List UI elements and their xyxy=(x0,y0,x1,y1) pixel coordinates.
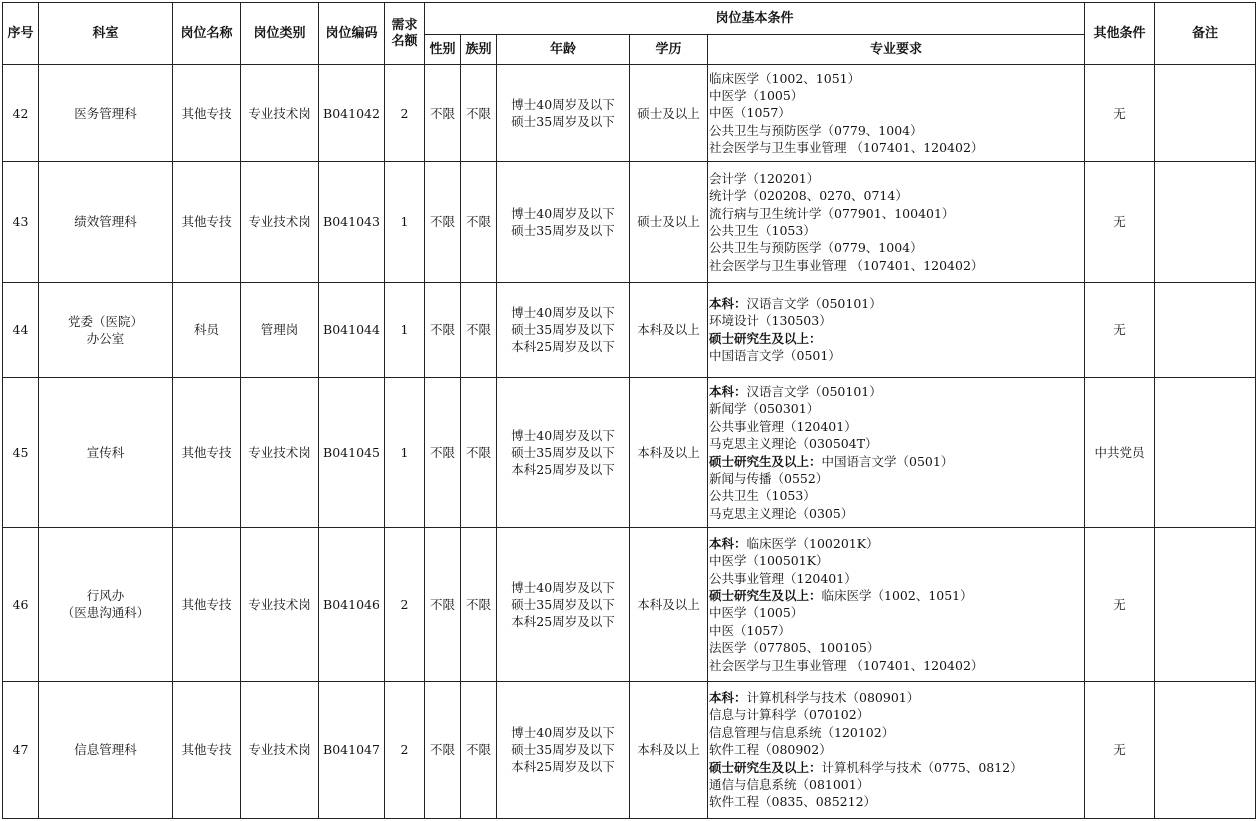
cell-remark xyxy=(1155,65,1256,162)
major-line xyxy=(709,418,1082,435)
cell-position-code: B041043 xyxy=(319,162,385,282)
age-line: 本科25周岁及以下 xyxy=(511,759,615,775)
major-text: 法医学（077805、100105） xyxy=(709,640,880,656)
cell-quota: 1 xyxy=(385,377,425,527)
age-line: 硕士35周岁及以下 xyxy=(511,222,615,238)
major-text: 社会医学与卫生事业管理 （107401、120402） xyxy=(709,657,984,673)
cell-age xyxy=(497,528,630,681)
major-label: 硕士研究生及以上： xyxy=(709,330,822,346)
major-line xyxy=(709,187,1082,204)
major-line xyxy=(709,535,1082,552)
major-line xyxy=(709,470,1082,487)
major-line xyxy=(709,706,1082,723)
major-text: 流行病与卫生统计学（077901、100401） xyxy=(709,205,955,221)
cell-ethnicity: 不限 xyxy=(461,282,497,377)
cell-remark xyxy=(1155,282,1256,377)
major-line xyxy=(709,689,1082,706)
cell-position-type: 专业技术岗 xyxy=(241,162,319,282)
age-line: 本科25周岁及以下 xyxy=(511,462,615,477)
major-text: 公共卫生（1053） xyxy=(709,488,816,504)
cell-age xyxy=(497,681,630,818)
major-line xyxy=(709,312,1082,329)
cell-position-code: B041042 xyxy=(319,65,385,162)
cell-dept xyxy=(39,377,173,527)
dept-line-2: （医患沟通科） xyxy=(61,605,150,621)
cell-position-code: B041046 xyxy=(319,528,385,681)
age-line: 博士40周岁及以下 xyxy=(511,97,615,113)
cell-dept xyxy=(39,282,173,377)
major-line xyxy=(709,622,1082,639)
cell-education: 本科及以上 xyxy=(630,377,708,527)
major-text: 马克思主义理论（0305） xyxy=(709,505,854,521)
major-text: 新闻与传播（0552） xyxy=(709,470,829,486)
cell-ethnicity: 不限 xyxy=(461,377,497,527)
cell-position-type: 专业技术岗 xyxy=(241,65,319,162)
major-text: 公共卫生与预防医学（0779、1004） xyxy=(709,240,923,256)
cell-ethnicity: 不限 xyxy=(461,162,497,282)
header-dept: 科室 xyxy=(39,3,173,65)
major-line xyxy=(709,741,1082,758)
major-line xyxy=(709,435,1082,452)
age-line: 博士40周岁及以下 xyxy=(511,305,615,321)
major-line xyxy=(709,222,1082,239)
cell-age xyxy=(497,162,630,282)
cell-education: 硕士及以上 xyxy=(630,65,708,162)
cell-gender: 不限 xyxy=(425,528,461,681)
cell-position-name: 其他专技 xyxy=(173,681,241,818)
cell-quota: 2 xyxy=(385,528,425,681)
dept-line-1: 绩效管理科 xyxy=(74,214,137,230)
cell-remark xyxy=(1155,377,1256,527)
major-text: 汉语言文学（050101） xyxy=(746,383,882,399)
cell-major xyxy=(708,162,1085,282)
header-major: 专业要求 xyxy=(708,35,1085,65)
cell-seq: 45 xyxy=(3,377,39,527)
major-line xyxy=(709,139,1082,156)
cell-major xyxy=(708,528,1085,681)
major-text: 信息与计算科学（070102） xyxy=(709,707,870,723)
header-position-name: 岗位名称 xyxy=(173,3,241,65)
header-basic-conditions: 岗位基本条件 xyxy=(425,3,1085,35)
table-row xyxy=(3,282,1256,377)
major-line xyxy=(709,104,1082,121)
major-line xyxy=(709,87,1082,104)
major-line xyxy=(709,70,1082,87)
cell-seq: 47 xyxy=(3,681,39,818)
major-text: 公共卫生（1053） xyxy=(709,222,816,238)
cell-dept xyxy=(39,65,173,162)
major-line xyxy=(709,776,1082,793)
cell-age xyxy=(497,65,630,162)
dept-line-1: 信息管理科 xyxy=(74,742,137,758)
major-line xyxy=(709,453,1082,470)
major-text: 中医学（1005） xyxy=(709,88,804,104)
age-line: 本科25周岁及以下 xyxy=(511,339,615,355)
cell-remark xyxy=(1155,681,1256,818)
cell-position-type: 专业技术岗 xyxy=(241,528,319,681)
major-text: 公共事业管理（120401） xyxy=(709,418,857,434)
major-line xyxy=(709,487,1082,504)
cell-position-type: 管理岗 xyxy=(241,282,319,377)
major-text: 临床医学（1002、1051） xyxy=(821,588,973,603)
cell-major xyxy=(708,65,1085,162)
table-row xyxy=(3,681,1256,818)
cell-education: 本科及以上 xyxy=(630,681,708,818)
major-text: 汉语言文学（050101） xyxy=(746,295,882,311)
major-line xyxy=(709,759,1082,776)
major-line xyxy=(709,639,1082,656)
header-education: 学历 xyxy=(630,35,708,65)
cell-other: 无 xyxy=(1085,528,1155,681)
cell-dept xyxy=(39,528,173,681)
major-line xyxy=(709,122,1082,139)
header-gender: 性别 xyxy=(425,35,461,65)
cell-dept xyxy=(39,162,173,282)
age-line: 博士40周岁及以下 xyxy=(511,205,615,221)
age-line: 博士40周岁及以下 xyxy=(511,579,615,595)
dept-line-1: 行风办 xyxy=(86,588,125,604)
major-line xyxy=(709,239,1082,256)
major-text: 环境设计（130503） xyxy=(709,313,832,329)
major-text: 计算机科学与技术（0775、0812） xyxy=(821,759,1023,775)
dept-line-1: 党委（医院） xyxy=(67,313,143,329)
major-text: 会计学（120201） xyxy=(709,170,820,186)
header-remark: 备注 xyxy=(1155,3,1256,65)
age-line: 硕士35周岁及以下 xyxy=(511,596,615,612)
major-text: 中医学（100501K） xyxy=(709,553,829,569)
age-line: 硕士35周岁及以下 xyxy=(511,114,615,130)
major-text: 信息管理与信息系统（120102） xyxy=(709,724,895,740)
major-line xyxy=(709,587,1082,604)
major-text: 中医（1057） xyxy=(709,105,791,121)
major-text: 新闻学（050301） xyxy=(709,401,820,417)
cell-position-name: 其他专技 xyxy=(173,528,241,681)
cell-ethnicity: 不限 xyxy=(461,681,497,818)
major-line xyxy=(709,505,1082,522)
cell-quota: 1 xyxy=(385,282,425,377)
cell-other: 无 xyxy=(1085,282,1155,377)
cell-quota: 2 xyxy=(385,681,425,818)
major-text: 社会医学与卫生事业管理 （107401、120402） xyxy=(709,257,984,273)
major-text: 计算机科学与技术（080901） xyxy=(746,689,920,705)
cell-education: 本科及以上 xyxy=(630,282,708,377)
major-text: 社会医学与卫生事业管理 （107401、120402） xyxy=(709,140,984,156)
major-line xyxy=(709,552,1082,569)
major-text: 公共卫生与预防医学（0779、1004） xyxy=(709,122,923,138)
cell-position-name: 科员 xyxy=(173,282,241,377)
dept-line-1: 宣传科 xyxy=(86,445,125,460)
cell-major xyxy=(708,377,1085,527)
major-line xyxy=(709,330,1082,347)
cell-gender: 不限 xyxy=(425,377,461,527)
age-line: 博士40周岁及以下 xyxy=(511,725,615,741)
cell-other: 中共党员 xyxy=(1085,377,1155,527)
cell-position-name: 其他专技 xyxy=(173,65,241,162)
cell-other: 无 xyxy=(1085,162,1155,282)
cell-position-name: 其他专技 xyxy=(173,377,241,527)
table-row xyxy=(3,377,1256,527)
header-ethnicity: 族别 xyxy=(461,35,497,65)
cell-other: 无 xyxy=(1085,65,1155,162)
major-text: 软件工程（080902） xyxy=(709,742,832,758)
age-line: 硕士35周岁及以下 xyxy=(511,742,615,758)
major-line xyxy=(709,570,1082,587)
major-label: 本科： xyxy=(709,689,747,705)
major-line xyxy=(709,205,1082,222)
cell-education: 本科及以上 xyxy=(630,528,708,681)
cell-seq: 46 xyxy=(3,528,39,681)
header-position-type: 岗位类别 xyxy=(241,3,319,65)
major-label: 本科： xyxy=(709,535,747,551)
cell-gender: 不限 xyxy=(425,681,461,818)
major-text: 中国语言文学（0501） xyxy=(709,348,841,364)
major-text: 软件工程（0835、085212） xyxy=(709,794,877,810)
cell-gender: 不限 xyxy=(425,162,461,282)
header-seq: 序号 xyxy=(3,3,39,65)
cell-gender: 不限 xyxy=(425,282,461,377)
cell-position-code: B041047 xyxy=(319,681,385,818)
cell-position-name: 其他专技 xyxy=(173,162,241,282)
dept-line-2: 办公室 xyxy=(86,330,125,346)
cell-age xyxy=(497,377,630,527)
cell-position-type: 专业技术岗 xyxy=(241,377,319,527)
major-text: 马克思主义理论（030504T） xyxy=(709,436,878,452)
major-label: 硕士研究生及以上： xyxy=(709,759,822,775)
table-row xyxy=(3,162,1256,282)
major-text: 统计学（020208、0270、0714） xyxy=(709,188,908,204)
major-line xyxy=(709,604,1082,621)
cell-education: 硕士及以上 xyxy=(630,162,708,282)
header-age: 年龄 xyxy=(497,35,630,65)
major-line xyxy=(709,400,1082,417)
major-text: 临床医学（1002、1051） xyxy=(709,70,861,86)
major-line xyxy=(709,347,1082,364)
cell-gender: 不限 xyxy=(425,65,461,162)
table-row xyxy=(3,528,1256,681)
header-quota: 需求名额 xyxy=(385,3,425,65)
cell-major xyxy=(708,282,1085,377)
major-label: 硕士研究生及以上： xyxy=(709,453,822,469)
major-label: 硕士研究生及以上： xyxy=(709,588,822,603)
header-other: 其他条件 xyxy=(1085,3,1155,65)
major-text: 中国语言文学（0501） xyxy=(821,453,954,469)
age-line: 硕士35周岁及以下 xyxy=(511,445,615,460)
major-line xyxy=(709,383,1082,400)
major-label: 本科： xyxy=(709,383,747,399)
major-line xyxy=(709,793,1082,810)
cell-ethnicity: 不限 xyxy=(461,528,497,681)
major-line xyxy=(709,257,1082,274)
cell-other: 无 xyxy=(1085,681,1155,818)
recruitment-table xyxy=(2,2,1256,819)
major-line xyxy=(709,657,1082,674)
cell-seq: 42 xyxy=(3,65,39,162)
age-line: 硕士35周岁及以下 xyxy=(511,322,615,338)
cell-remark xyxy=(1155,528,1256,681)
cell-quota: 2 xyxy=(385,65,425,162)
major-text: 中医（1057） xyxy=(709,622,791,638)
cell-seq: 44 xyxy=(3,282,39,377)
age-line: 博士40周岁及以下 xyxy=(511,428,615,443)
major-text: 公共事业管理（120401） xyxy=(709,570,857,586)
table-row xyxy=(3,65,1256,162)
cell-age xyxy=(497,282,630,377)
cell-position-type: 专业技术岗 xyxy=(241,681,319,818)
major-text: 中医学（1005） xyxy=(709,605,804,621)
major-text: 通信与信息系统（081001） xyxy=(709,776,870,792)
cell-position-code: B041045 xyxy=(319,377,385,527)
cell-major xyxy=(708,681,1085,818)
header-position-code: 岗位编码 xyxy=(319,3,385,65)
dept-line-1: 医务管理科 xyxy=(74,105,137,121)
cell-quota: 1 xyxy=(385,162,425,282)
cell-ethnicity: 不限 xyxy=(461,65,497,162)
cell-dept xyxy=(39,681,173,818)
cell-seq: 43 xyxy=(3,162,39,282)
major-label: 本科： xyxy=(709,295,747,311)
major-line xyxy=(709,295,1082,312)
cell-remark xyxy=(1155,162,1256,282)
major-line xyxy=(709,170,1082,187)
age-line: 本科25周岁及以下 xyxy=(511,613,615,629)
cell-position-code: B041044 xyxy=(319,282,385,377)
major-text: 临床医学（100201K） xyxy=(746,535,879,551)
major-line xyxy=(709,724,1082,741)
